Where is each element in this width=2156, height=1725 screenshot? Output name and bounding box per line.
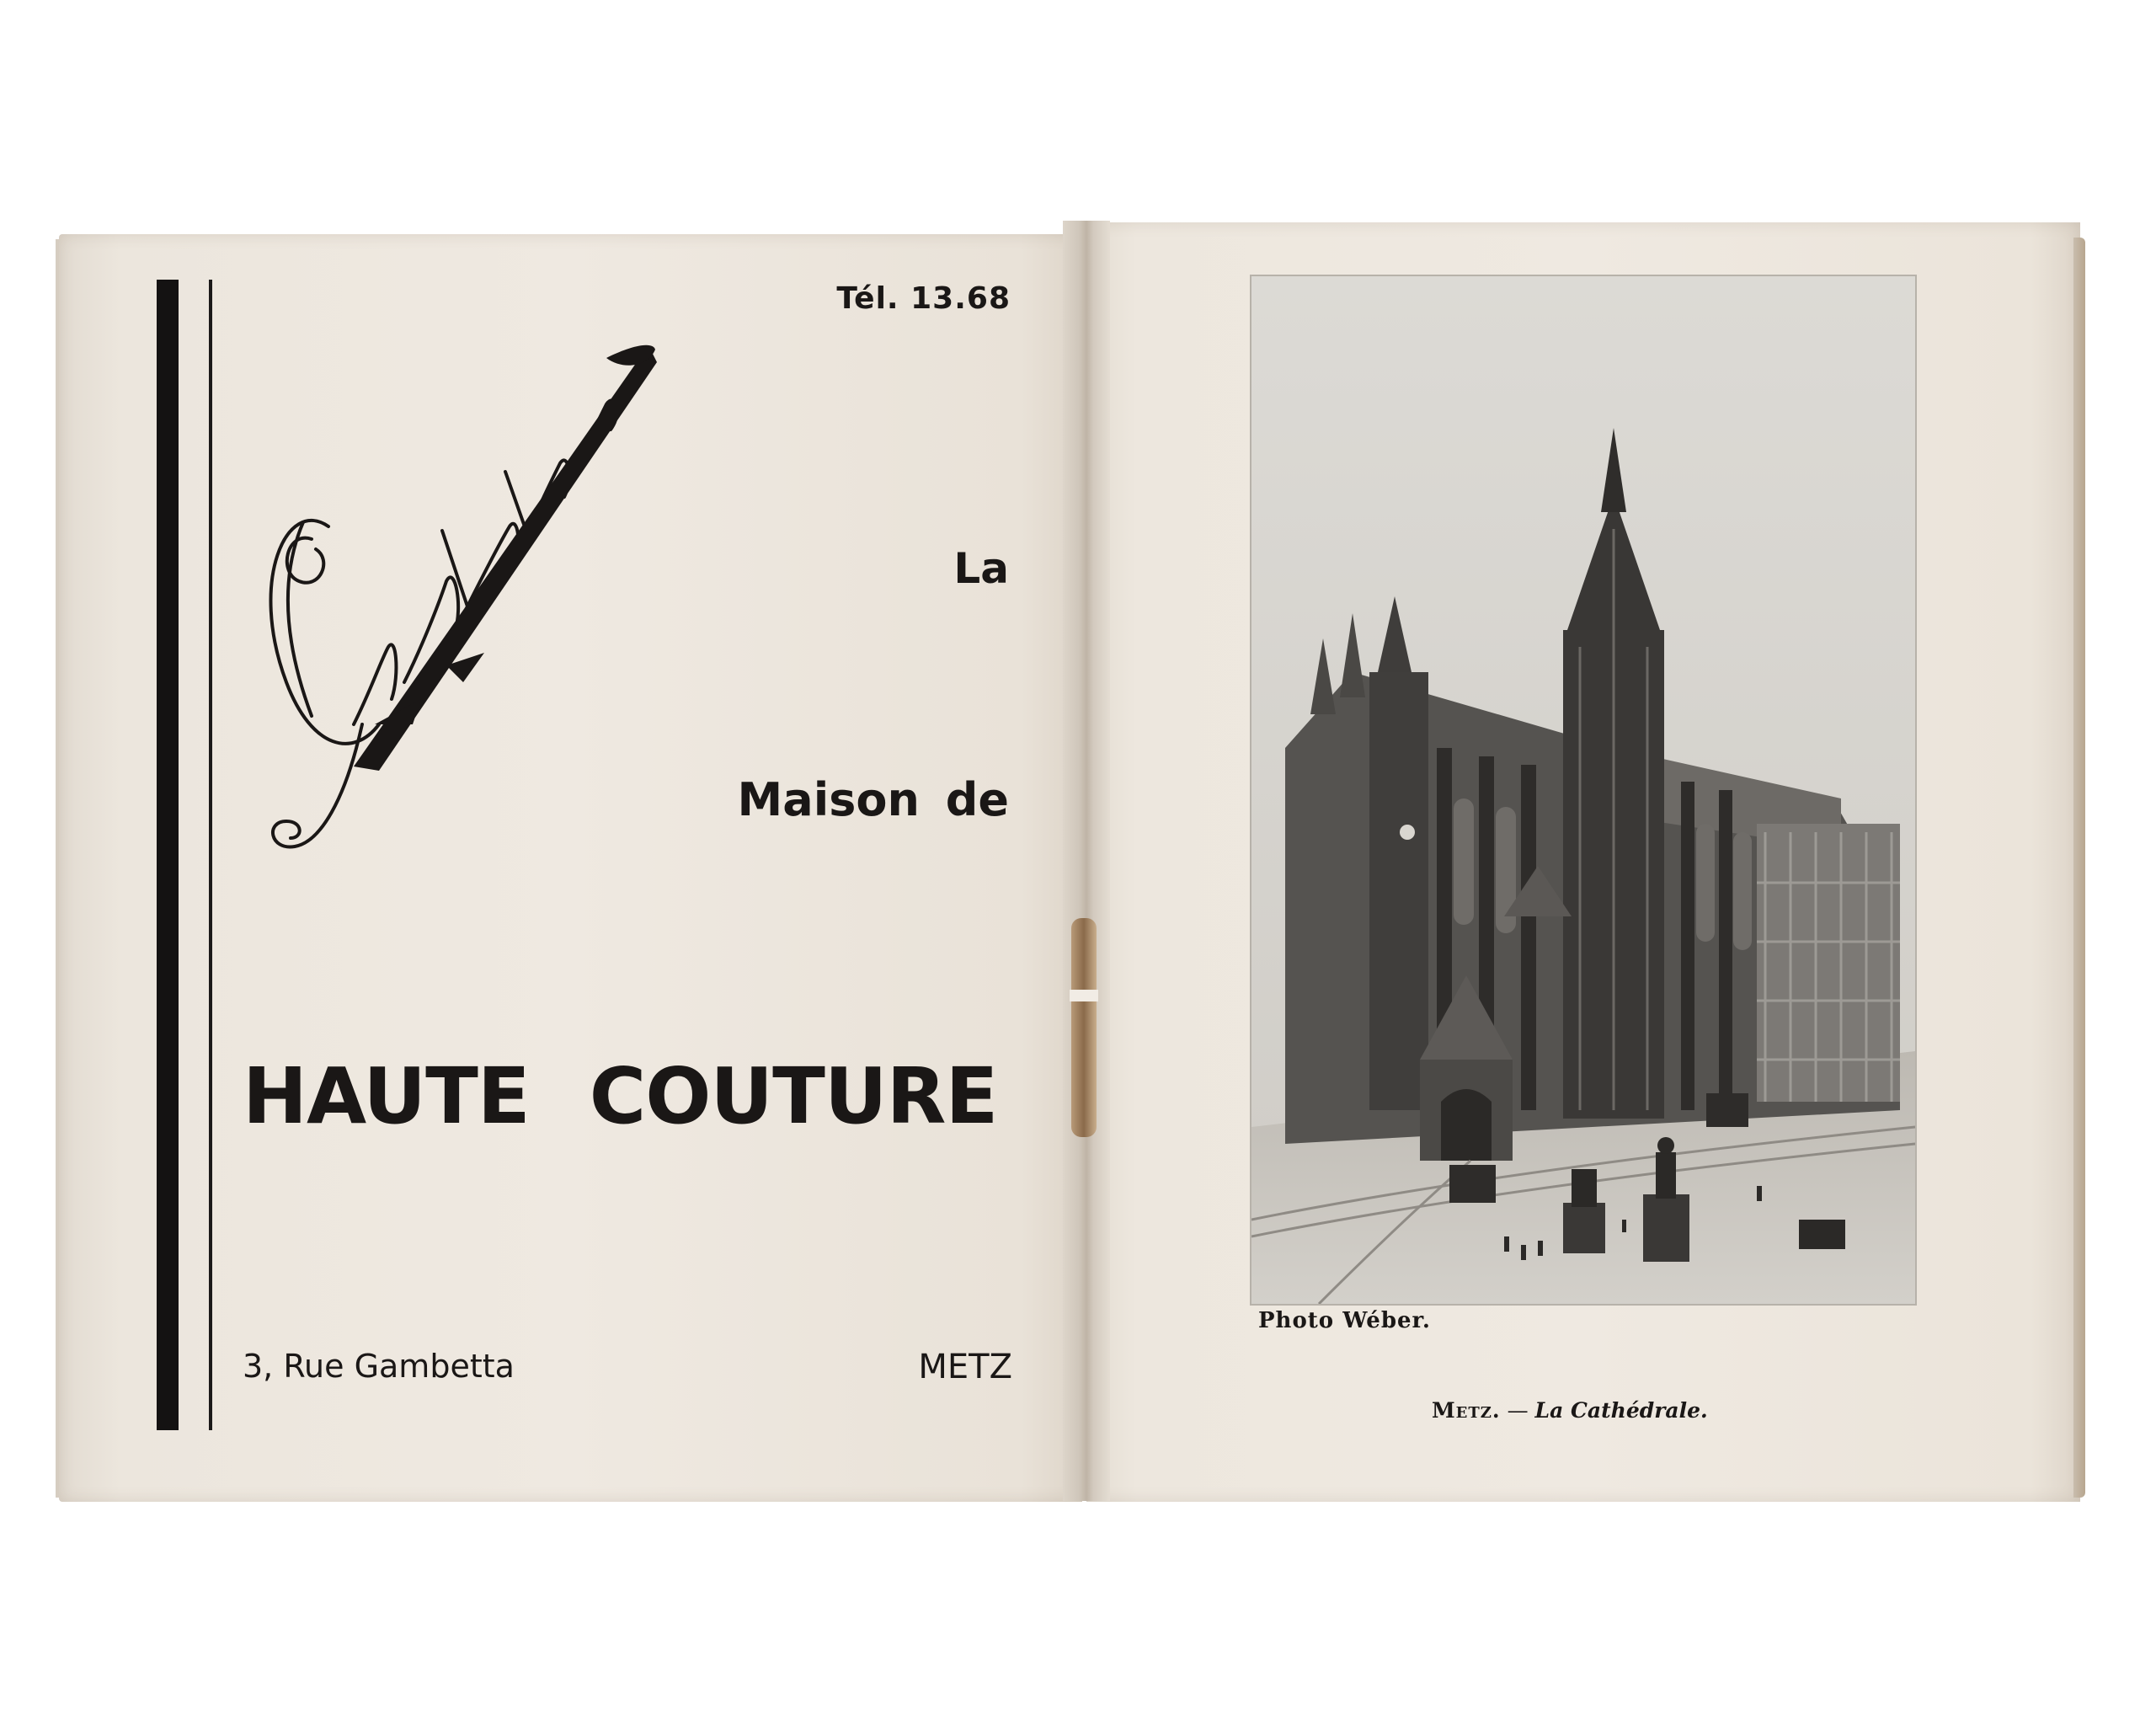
photo-credit: Photo Wéber. bbox=[1258, 1308, 1431, 1333]
tagline-maison-de: Maison de bbox=[737, 773, 1009, 826]
cathedral-photograph bbox=[1250, 275, 1917, 1306]
tagline-la: La bbox=[953, 544, 1009, 593]
headline-haute-couture: HAUTE COUTURE bbox=[243, 1051, 998, 1141]
caption-title: La Cathédrale. bbox=[1534, 1398, 1708, 1423]
phone-number: Tél. 13.68 bbox=[836, 281, 1011, 316]
binding-thread bbox=[1071, 918, 1097, 1137]
book-gutter bbox=[1063, 221, 1110, 1501]
ginette-signature-logo bbox=[253, 328, 674, 884]
decorative-black-bar bbox=[157, 280, 179, 1430]
city-name: METZ bbox=[918, 1348, 1012, 1386]
photo-caption bbox=[1432, 1398, 1708, 1423]
binding-gap bbox=[1070, 990, 1098, 1001]
caption-city: Metz. bbox=[1432, 1398, 1501, 1423]
caption-dash: — bbox=[1500, 1398, 1535, 1423]
decorative-thin-rule bbox=[209, 280, 212, 1430]
right-page-edge bbox=[2073, 238, 2085, 1498]
street-address: 3, Rue Gambetta bbox=[243, 1348, 515, 1385]
